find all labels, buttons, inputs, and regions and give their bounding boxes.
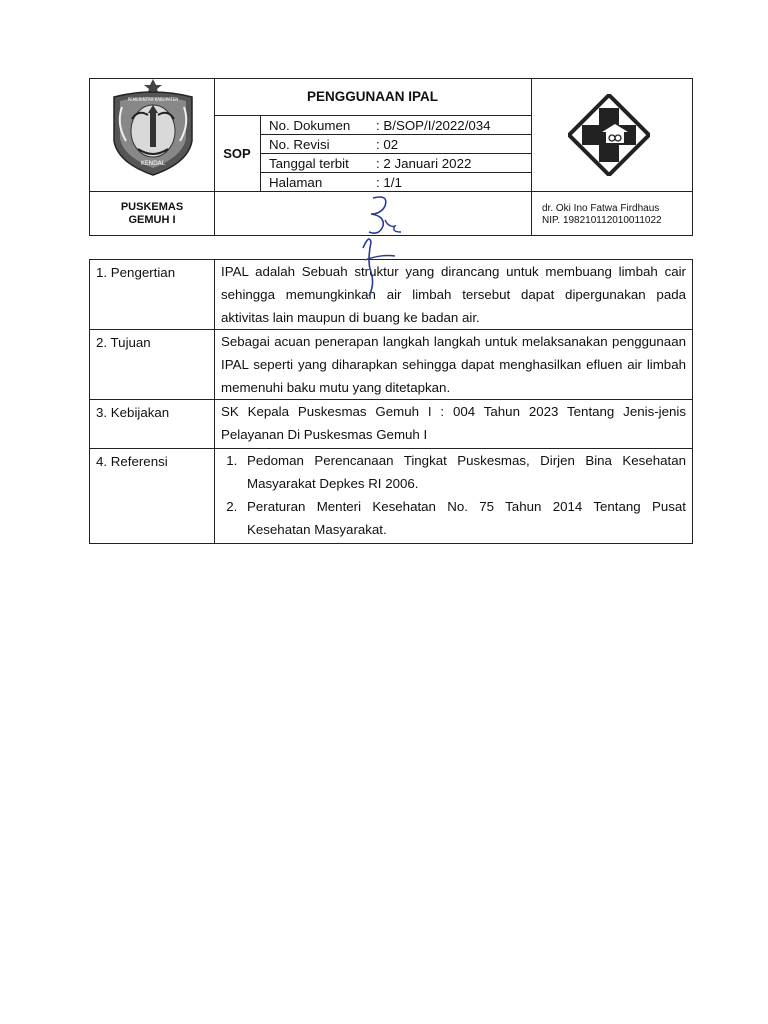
table-row (90, 400, 693, 449)
section-label: 1. Pengertian (90, 260, 215, 330)
field-value: : B/SOP/I/2022/034 (376, 118, 491, 133)
header-divider (260, 134, 531, 135)
section-label: 2. Tujuan (90, 330, 215, 400)
section-label: 3. Kebijakan (90, 400, 215, 449)
field-key: Halaman (269, 175, 323, 190)
header-divider (260, 172, 531, 173)
header-divider (90, 191, 693, 192)
header-divider (260, 153, 531, 154)
header-divider (531, 79, 532, 236)
field-key: No. Revisi (269, 137, 330, 152)
table-row (90, 260, 693, 330)
sop-header (89, 78, 693, 236)
sop-label: SOP (223, 146, 251, 161)
section-body (215, 400, 693, 449)
field-key: Tanggal terbit (269, 156, 349, 171)
section-text: IPAL adalah Sebuah struktur yang dirancang untuk membuang limbah cair sehingga memungkinkan air limbah tersebut dapat dipergunakan pada aktivitas lain maupun di buang ke badan air. (221, 264, 686, 325)
section-body (215, 330, 693, 400)
reference-item: 1. Pedoman Perencanaan Tingkat Puskesmas, Dirjen Bina Kesehatan Masyarakat Depkes RI 2006. (241, 449, 686, 495)
org-name-line1: PUSKEMAS (120, 201, 184, 213)
signer-name: dr. Oki Ino Fatwa Firdhaus (542, 203, 660, 214)
logo-left-text-top: PEMERINTAH KABUPATEN (127, 97, 179, 102)
table-row (90, 449, 693, 544)
section-body (215, 449, 693, 544)
signer-nip: NIP. 198210112010011022 (542, 215, 662, 226)
section-body (215, 260, 693, 330)
logo-left-text-bottom: KENDAL (140, 160, 166, 167)
sop-content-table (89, 259, 693, 544)
table-row (90, 330, 693, 400)
section-text: Sebagai acuan penerapan langkah langkah untuk melaksanakan penggunaan IPAL seperti yang diharapkan sehingga dapat menghasilkan efluen air limbah memenuhi baku mutu yang ditetapkan. (221, 334, 686, 395)
section-text: SK Kepala Puskesmas Gemuh I : 004 Tahun 2023 Tentang Jenis-jenis Pelayanan Di Puskesmas Gemuh I (221, 404, 686, 442)
puskesmas-logo (568, 94, 650, 176)
field-key: No. Dokumen (269, 118, 351, 133)
field-value: : 02 (376, 137, 399, 152)
reference-list (221, 449, 686, 543)
field-value: : 1/1 (376, 175, 402, 190)
document-title: PENGGUNAAN IPAL (306, 89, 438, 104)
kendal-seal-logo (108, 79, 198, 179)
section-label: 4. Referensi (90, 449, 215, 544)
reference-item: 2. Peraturan Menteri Kesehatan No. 75 Tahun 2014 Tentang Pusat Kesehatan Masyarakat. (241, 495, 686, 541)
field-value: : 2 Januari 2022 (376, 156, 472, 171)
org-name-line2: GEMUH I (128, 214, 176, 226)
header-divider (214, 115, 531, 116)
